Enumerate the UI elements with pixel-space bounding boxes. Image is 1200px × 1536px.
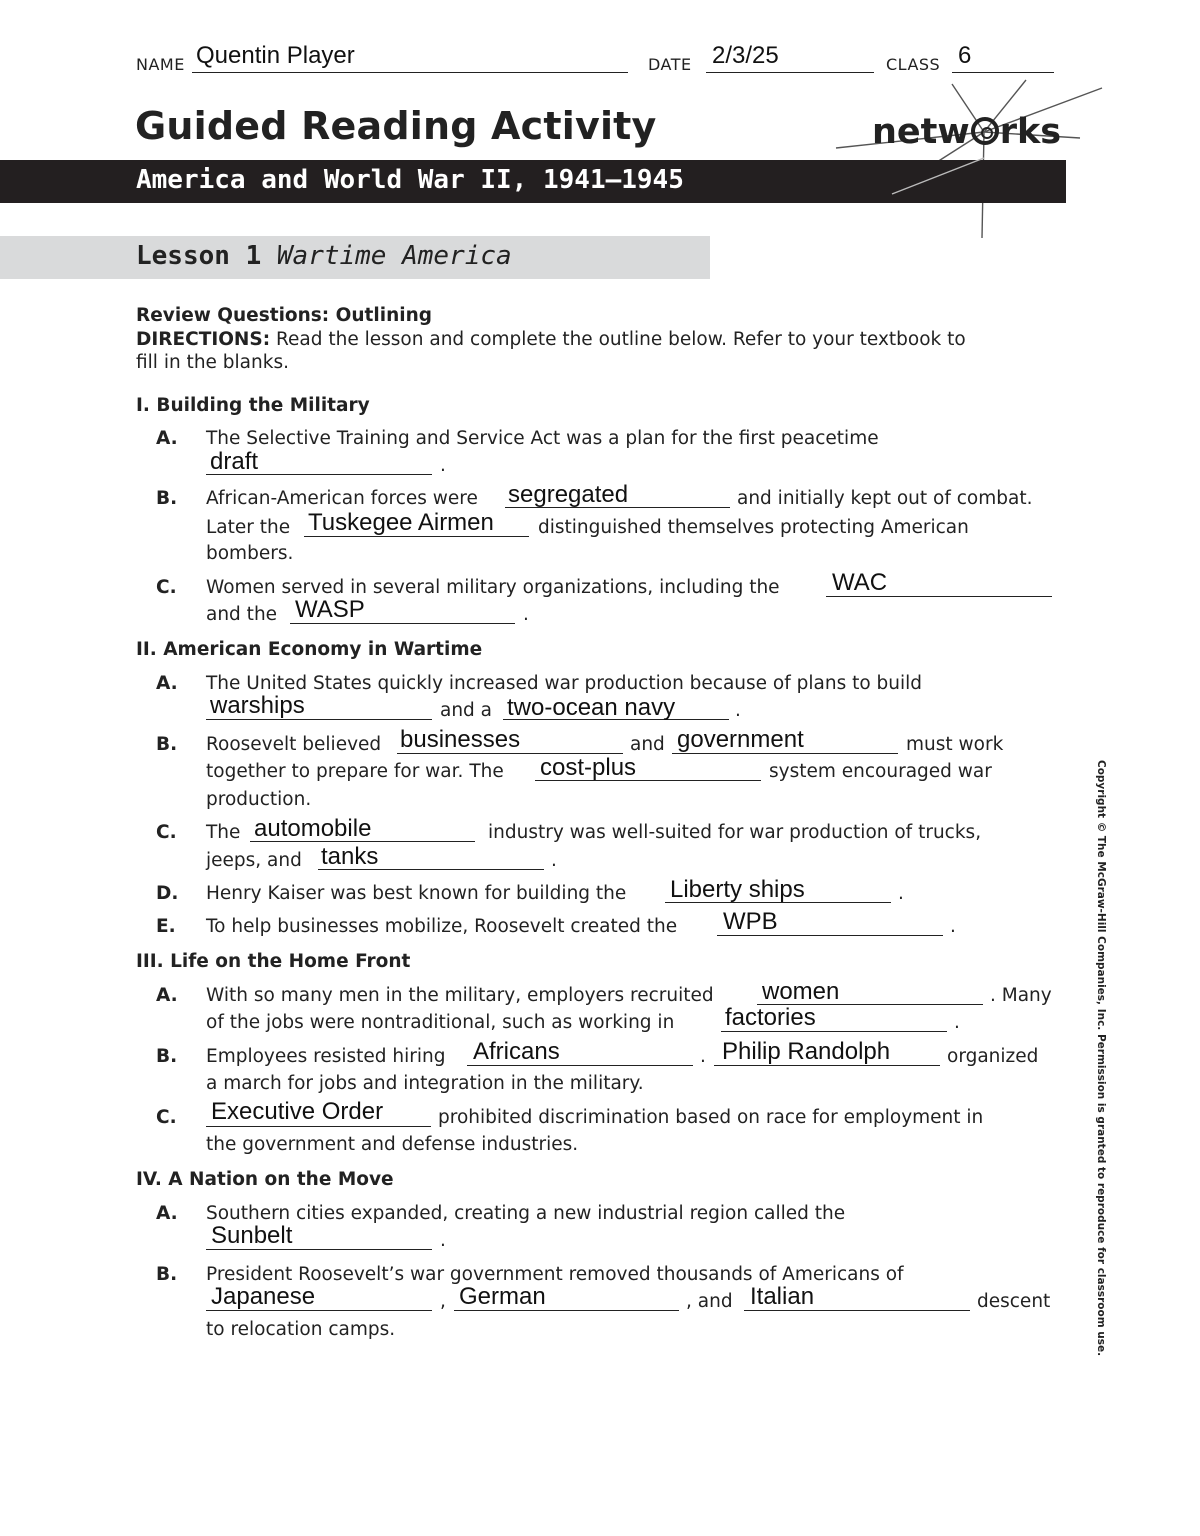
answer-wpb[interactable]: WPB [723,908,778,935]
item-text: . [735,700,741,721]
name-value[interactable]: Quentin Player [196,42,355,69]
item-text: The Selective Training and Service Act was a plan for the first peacetime [206,428,879,449]
item-letter: C. [156,822,177,843]
item-text: to relocation camps. [206,1319,396,1340]
item-text: jeeps, and [206,850,302,871]
item-text: . [954,1012,960,1033]
item-letter: B. [156,734,178,755]
answer-segregated[interactable]: segregated [508,481,629,508]
copyright-notice: Copyright © The McGraw-Hill Companies, Inc. Permission is granted to reproduce for classroom use. [1095,760,1107,1357]
item-text: bombers. [206,543,294,564]
class-value[interactable]: 6 [958,42,972,69]
item-text: Employees resisted hiring [206,1046,446,1067]
review-heading: Review Questions: Outlining [136,305,432,326]
networks-logo [872,112,1061,152]
item-text: . [551,850,557,871]
item-text: To help businesses mobilize, Roosevelt created the [206,916,678,937]
item-text: and the [206,604,278,625]
item-text: Roosevelt believed [206,734,382,755]
item-text: The United States quickly increased war production because of plans to build [206,673,923,694]
item-letter: A. [156,673,178,694]
item-text: production. [206,789,312,810]
answer-executive-order[interactable]: Executive Order [211,1098,384,1125]
answer-two-ocean-navy[interactable]: two-ocean navy [507,694,676,721]
lesson-number: Lesson 1 [136,241,262,271]
directions-line-2: fill in the blanks. [136,352,289,373]
item-text: , [440,1291,446,1312]
answer-warships[interactable]: warships [210,692,305,719]
lesson-heading [136,241,512,271]
item-text: and [630,734,665,755]
item-text: Henry Kaiser was best known for building the [206,883,627,904]
item-text: system encouraged war [769,761,992,782]
item-text: distinguished themselves protecting American [538,517,969,538]
item-text: , and [686,1291,733,1312]
item-letter: B. [156,1264,178,1285]
item-text: together to prepare for war. The [206,761,504,782]
section-heading-1: I. Building the Military [136,395,370,416]
item-text: . [440,1230,446,1251]
answer-japanese[interactable]: Japanese [211,1283,316,1310]
item-letter: A. [156,1203,178,1224]
item-letter: C. [156,1107,177,1128]
section-heading-3: III. Life on the Home Front [136,951,411,972]
item-letter: B. [156,488,178,509]
answer-automobile[interactable]: automobile [254,815,372,842]
item-text: The [206,822,241,843]
logo-prefix: netw [872,112,970,152]
item-letter: A. [156,428,178,449]
answer-government[interactable]: government [677,726,804,753]
item-text: . [950,916,956,937]
answer-liberty-ships[interactable]: Liberty ships [670,876,805,903]
item-text: President Roosevelt’s war government removed thousands of Americans of [206,1264,904,1285]
banner-ray [880,150,1000,210]
item-text: descent [977,1291,1051,1312]
class-label: CLASS [886,55,941,74]
item-letter: A. [156,985,178,1006]
lesson-name: Wartime America [276,241,512,271]
answer-women[interactable]: women [762,978,840,1005]
item-text: Women served in several military organizations, including the [206,577,780,598]
item-letter: C. [156,577,177,598]
answer-tuskegee-airmen[interactable]: Tuskegee Airmen [308,509,494,536]
section-heading-4: IV. A Nation on the Move [136,1169,394,1190]
page-title: Guided Reading Activity [135,104,657,148]
answer-tanks[interactable]: tanks [321,843,379,870]
section-heading-2: II. American Economy in Wartime [136,639,483,660]
directions-label: DIRECTIONS: [136,329,271,350]
answer-businesses[interactable]: businesses [400,726,521,753]
item-letter: D. [156,883,179,904]
answer-blank [206,1126,431,1127]
date-value[interactable]: 2/3/25 [712,42,779,69]
item-text: and a [440,700,493,721]
item-text: Southern cities expanded, creating a new industrial region called the [206,1203,846,1224]
item-letter: E. [156,916,176,937]
answer-factories[interactable]: factories [725,1004,816,1031]
logo-suffix: rks [999,112,1062,152]
date-label: DATE [648,55,692,74]
item-text: . Many [990,985,1052,1006]
answer-wasp[interactable]: WASP [295,596,365,623]
answer-german[interactable]: German [459,1283,546,1310]
item-text: and initially kept out of combat. [737,488,1033,509]
item-text: Later the [206,517,291,538]
item-text: . [700,1046,706,1067]
answer-wac[interactable]: WAC [832,569,888,596]
item-text: . [440,455,446,476]
item-text: industry was well-suited for war production of trucks, [488,822,982,843]
globe-o-icon [971,117,999,145]
chapter-title: America and World War II, 1941–1945 [136,165,684,195]
item-text: prohibited discrimination based on race for employment in [438,1107,984,1128]
answer-philip-randolph[interactable]: Philip Randolph [722,1038,891,1065]
item-text: African-American forces were [206,488,478,509]
answer-africans[interactable]: Africans [473,1038,560,1065]
item-text: With so many men in the military, employers recruited [206,985,714,1006]
item-text: the government and defense industries. [206,1134,579,1155]
answer-italian[interactable]: Italian [750,1283,815,1310]
directions-text: Read the lesson and complete the outline below. Refer to your textbook to [270,329,966,350]
item-text: of the jobs were nontraditional, such as working in [206,1012,675,1033]
item-text: organized [947,1046,1039,1067]
item-text: must work [906,734,1004,755]
item-text: a march for jobs and integration in the military. [206,1073,644,1094]
answer-cost-plus[interactable]: cost-plus [540,754,637,781]
answer-draft[interactable]: draft [210,448,259,475]
item-text: . [523,604,529,625]
name-label: NAME [136,55,185,74]
item-letter: B. [156,1046,178,1067]
answer-sunbelt[interactable]: Sunbelt [211,1222,293,1249]
item-text: . [898,883,904,904]
